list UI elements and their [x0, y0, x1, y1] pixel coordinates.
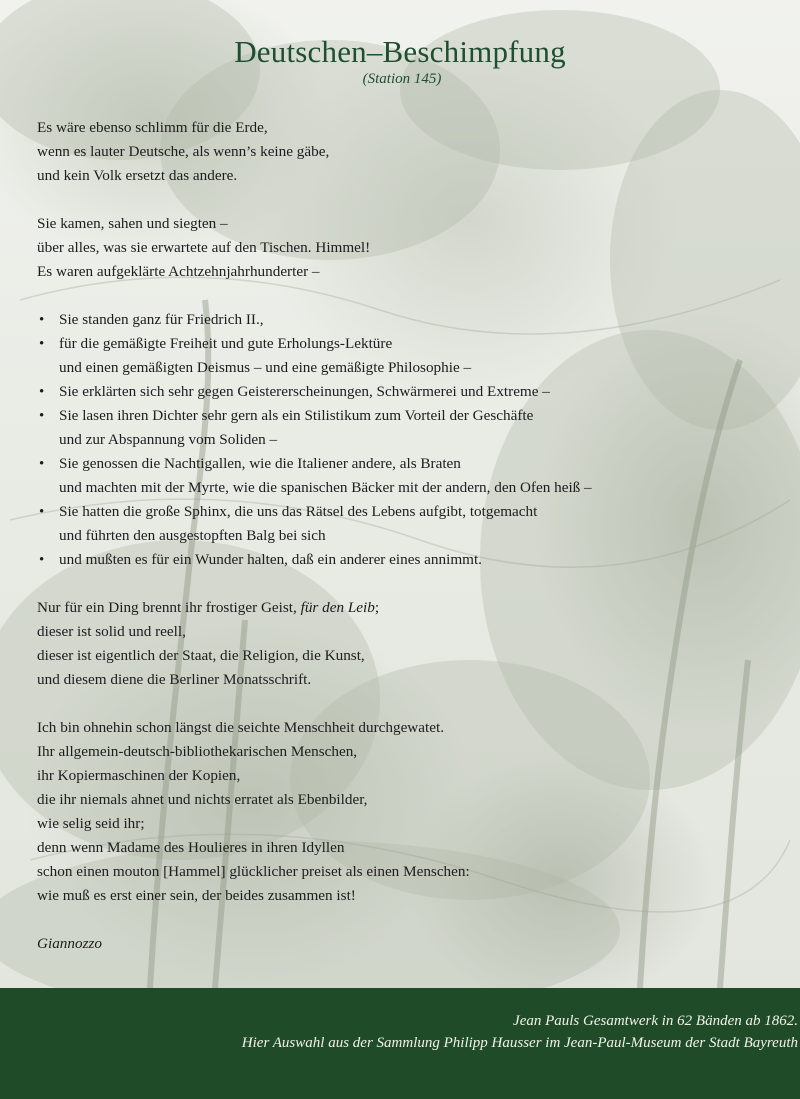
bullet-item — [37, 548, 777, 572]
poem-body — [37, 116, 777, 956]
poem-line: • Sie standen ganz für Friedrich II., — [59, 311, 264, 328]
stanza-3 — [37, 596, 777, 692]
bullet-item — [37, 332, 777, 380]
emphasis-text: für den Leib — [300, 599, 375, 616]
poem-line: wenn es lauter Deutsche, als wenn’s keine gäbe, — [37, 143, 330, 160]
line-suffix: ; — [374, 599, 380, 616]
stanza-1 — [37, 116, 777, 188]
poem-line: Sie kamen, sahen und siegten – — [37, 215, 228, 232]
footer-line-2: Hier Auswahl aus der Sammlung Philipp Hausser im Jean-Paul-Museum der Stadt Bayreuth — [241, 1035, 798, 1051]
bullet-item — [37, 452, 777, 500]
poem-line: und machten mit der Myrte, wie die spanischen Bäcker mit der andern, den Ofen heiß – — [59, 479, 592, 496]
footer-text — [242, 1010, 798, 1054]
poem-line: und führten den ausgestopften Balg bei sich — [59, 527, 326, 544]
poem-line: wie selig seid ihr; — [37, 815, 145, 832]
poem-line: wie muß es erst einer sein, der beides zusammen ist! — [37, 887, 356, 904]
poem-line: denn wenn Madame des Houlieres in ihren Idyllen — [37, 839, 345, 856]
poem-line: und kein Volk ersetzt das andere. — [37, 167, 238, 184]
stanza-2 — [37, 212, 777, 284]
poem-line: • Sie genossen die Nachtigallen, wie die Italiener andere, als Braten — [59, 455, 461, 472]
poem-line: • für die gemäßigte Freiheit und gute Erholungs-Lektüre — [59, 335, 393, 352]
poem-line: über alles, was sie erwartete auf den Tischen. Himmel! — [37, 239, 371, 256]
poem-line: die ihr niemals ahnet und nichts erratet als Ebenbilder, — [37, 791, 368, 808]
bullet-item — [37, 500, 777, 548]
poem-line: und diesem diene die Berliner Monatsschrift. — [37, 671, 312, 688]
footer-line-1: Jean Pauls Gesamtwerk in 62 Bänden ab 1862. — [513, 1013, 798, 1029]
poem-line: • Sie erklärten sich sehr gegen Geistererscheinungen, Schwärmerei und Extreme – — [59, 383, 550, 400]
bullet-item — [37, 308, 777, 332]
footer-band — [0, 988, 800, 1099]
station-subtitle: (Station 145) — [362, 71, 442, 87]
poem-line: • und mußten es für ein Wunder halten, daß ein anderer eines annimmt. — [59, 551, 482, 568]
poem-line: • Sie hatten die große Sphinx, die uns das Rätsel des Lebens aufgibt, totgemacht — [59, 503, 538, 520]
bullet-list — [37, 308, 777, 572]
bullet-item — [37, 404, 777, 452]
page-title: Deutschen–Beschimpfung — [234, 34, 566, 69]
author-signature: Giannozzo — [37, 935, 102, 952]
poem-line: Ich bin ohnehin schon längst die seichte Menschheit durchgewatet. — [37, 719, 444, 736]
poem-line: schon einen mouton [Hammel] glücklicher preiset als einen Menschen: — [37, 863, 470, 880]
poem-line: dieser ist eigentlich der Staat, die Religion, die Kunst, — [37, 647, 365, 664]
title-block — [0, 34, 800, 88]
poem-line: Es wäre ebenso schlimm für die Erde, — [37, 119, 268, 136]
line-prefix: Nur für ein Ding brennt ihr frostiger Geist, — [37, 599, 301, 616]
poem-line: Ihr allgemein-deutsch-bibliothekarischen Menschen, — [37, 743, 358, 760]
poem-line-mixed — [37, 596, 777, 620]
bullet-item — [37, 380, 777, 404]
poem-line: ihr Kopiermaschinen der Kopien, — [37, 767, 241, 784]
poem-line: und einen gemäßigten Deismus – und eine gemäßigte Philosophie – — [59, 359, 472, 376]
poem-line: und zur Abspannung vom Soliden – — [59, 431, 278, 448]
poem-line: Es waren aufgeklärte Achtzehnjahrhunderter – — [37, 263, 320, 280]
poem-line: • Sie lasen ihren Dichter sehr gern als ein Stilistikum zum Vorteil der Geschäfte — [59, 407, 534, 424]
stanza-4 — [37, 716, 777, 908]
poem-line: dieser ist solid und reell, — [37, 623, 186, 640]
